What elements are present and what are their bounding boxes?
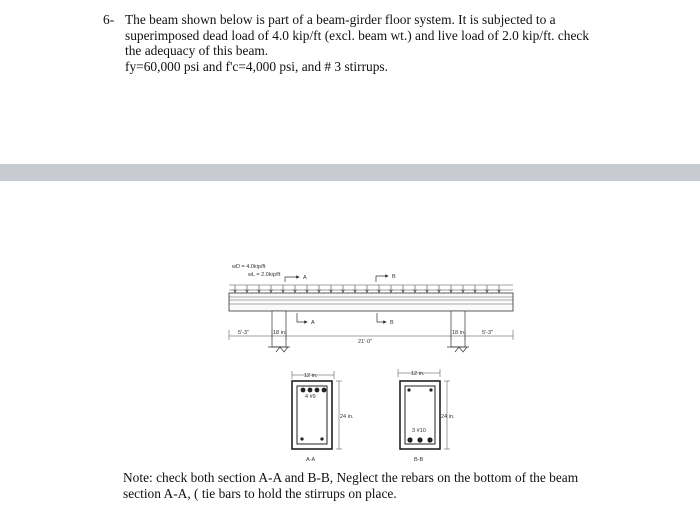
svg-text:A: A (303, 275, 307, 281)
section-aa-caption: A-A (306, 457, 316, 463)
problem-line-4: fy=60,000 psi and f'c=4,000 psi, and # 3 stirrups. (125, 58, 388, 74)
note (123, 470, 683, 502)
section-aa (292, 371, 354, 463)
section-bb-height: 24 in. (441, 414, 455, 420)
svg-text:B: B (392, 274, 396, 280)
beam (229, 293, 513, 311)
section-bb (398, 369, 455, 463)
section-bb-bar-label: 3 #10 (412, 428, 426, 434)
note-line-2: section A-A, ( tie bars to hold the stirrups on place. (123, 486, 397, 501)
section-bb-caption: B-B (414, 457, 424, 463)
dead-load-label: wD = 4.0kip/ft (232, 264, 266, 270)
section-a-marker-lower (297, 313, 315, 326)
main-span-label: 21'-0" (358, 339, 373, 345)
section-aa-height: 24 in. (340, 414, 354, 420)
distributed-load (229, 285, 513, 293)
svg-text:A: A (311, 320, 315, 326)
section-bb-bottom-bars (407, 437, 432, 442)
problem-line-3: the adequacy of this beam. (125, 43, 269, 59)
right-overhang-label: 5'-3" (482, 330, 493, 336)
problem-number: 6- (103, 12, 115, 27)
left-overhang-label: 5'-3" (238, 330, 249, 336)
problem-line-2: superimposed dead load of 4.0 kip/ft (excl. beam wt.) and live load of 2.0 kip/ft. check (125, 27, 590, 43)
section-b-marker-top (376, 274, 396, 282)
section-aa-bar-label: 4 #9 (305, 394, 316, 400)
section-b-marker-lower (377, 313, 394, 326)
left-support-width-label: 18 in. (273, 330, 287, 336)
svg-text:B: B (390, 320, 394, 326)
section-a-marker-top (285, 275, 307, 282)
section-aa-width: 12 in. (304, 373, 318, 379)
right-support-width-label: 18 in. (452, 330, 466, 336)
live-load-label: wL = 2.0kip/ft (248, 272, 281, 278)
note-line-1: Note: check both section A-A and B-B, Neglect the rebars on the bottom of the beam (123, 470, 579, 485)
problem-line-1: The beam shown below is part of a beam-girder floor system. It is subjected to a (125, 12, 556, 27)
section-bb-width: 12 in. (411, 371, 425, 377)
